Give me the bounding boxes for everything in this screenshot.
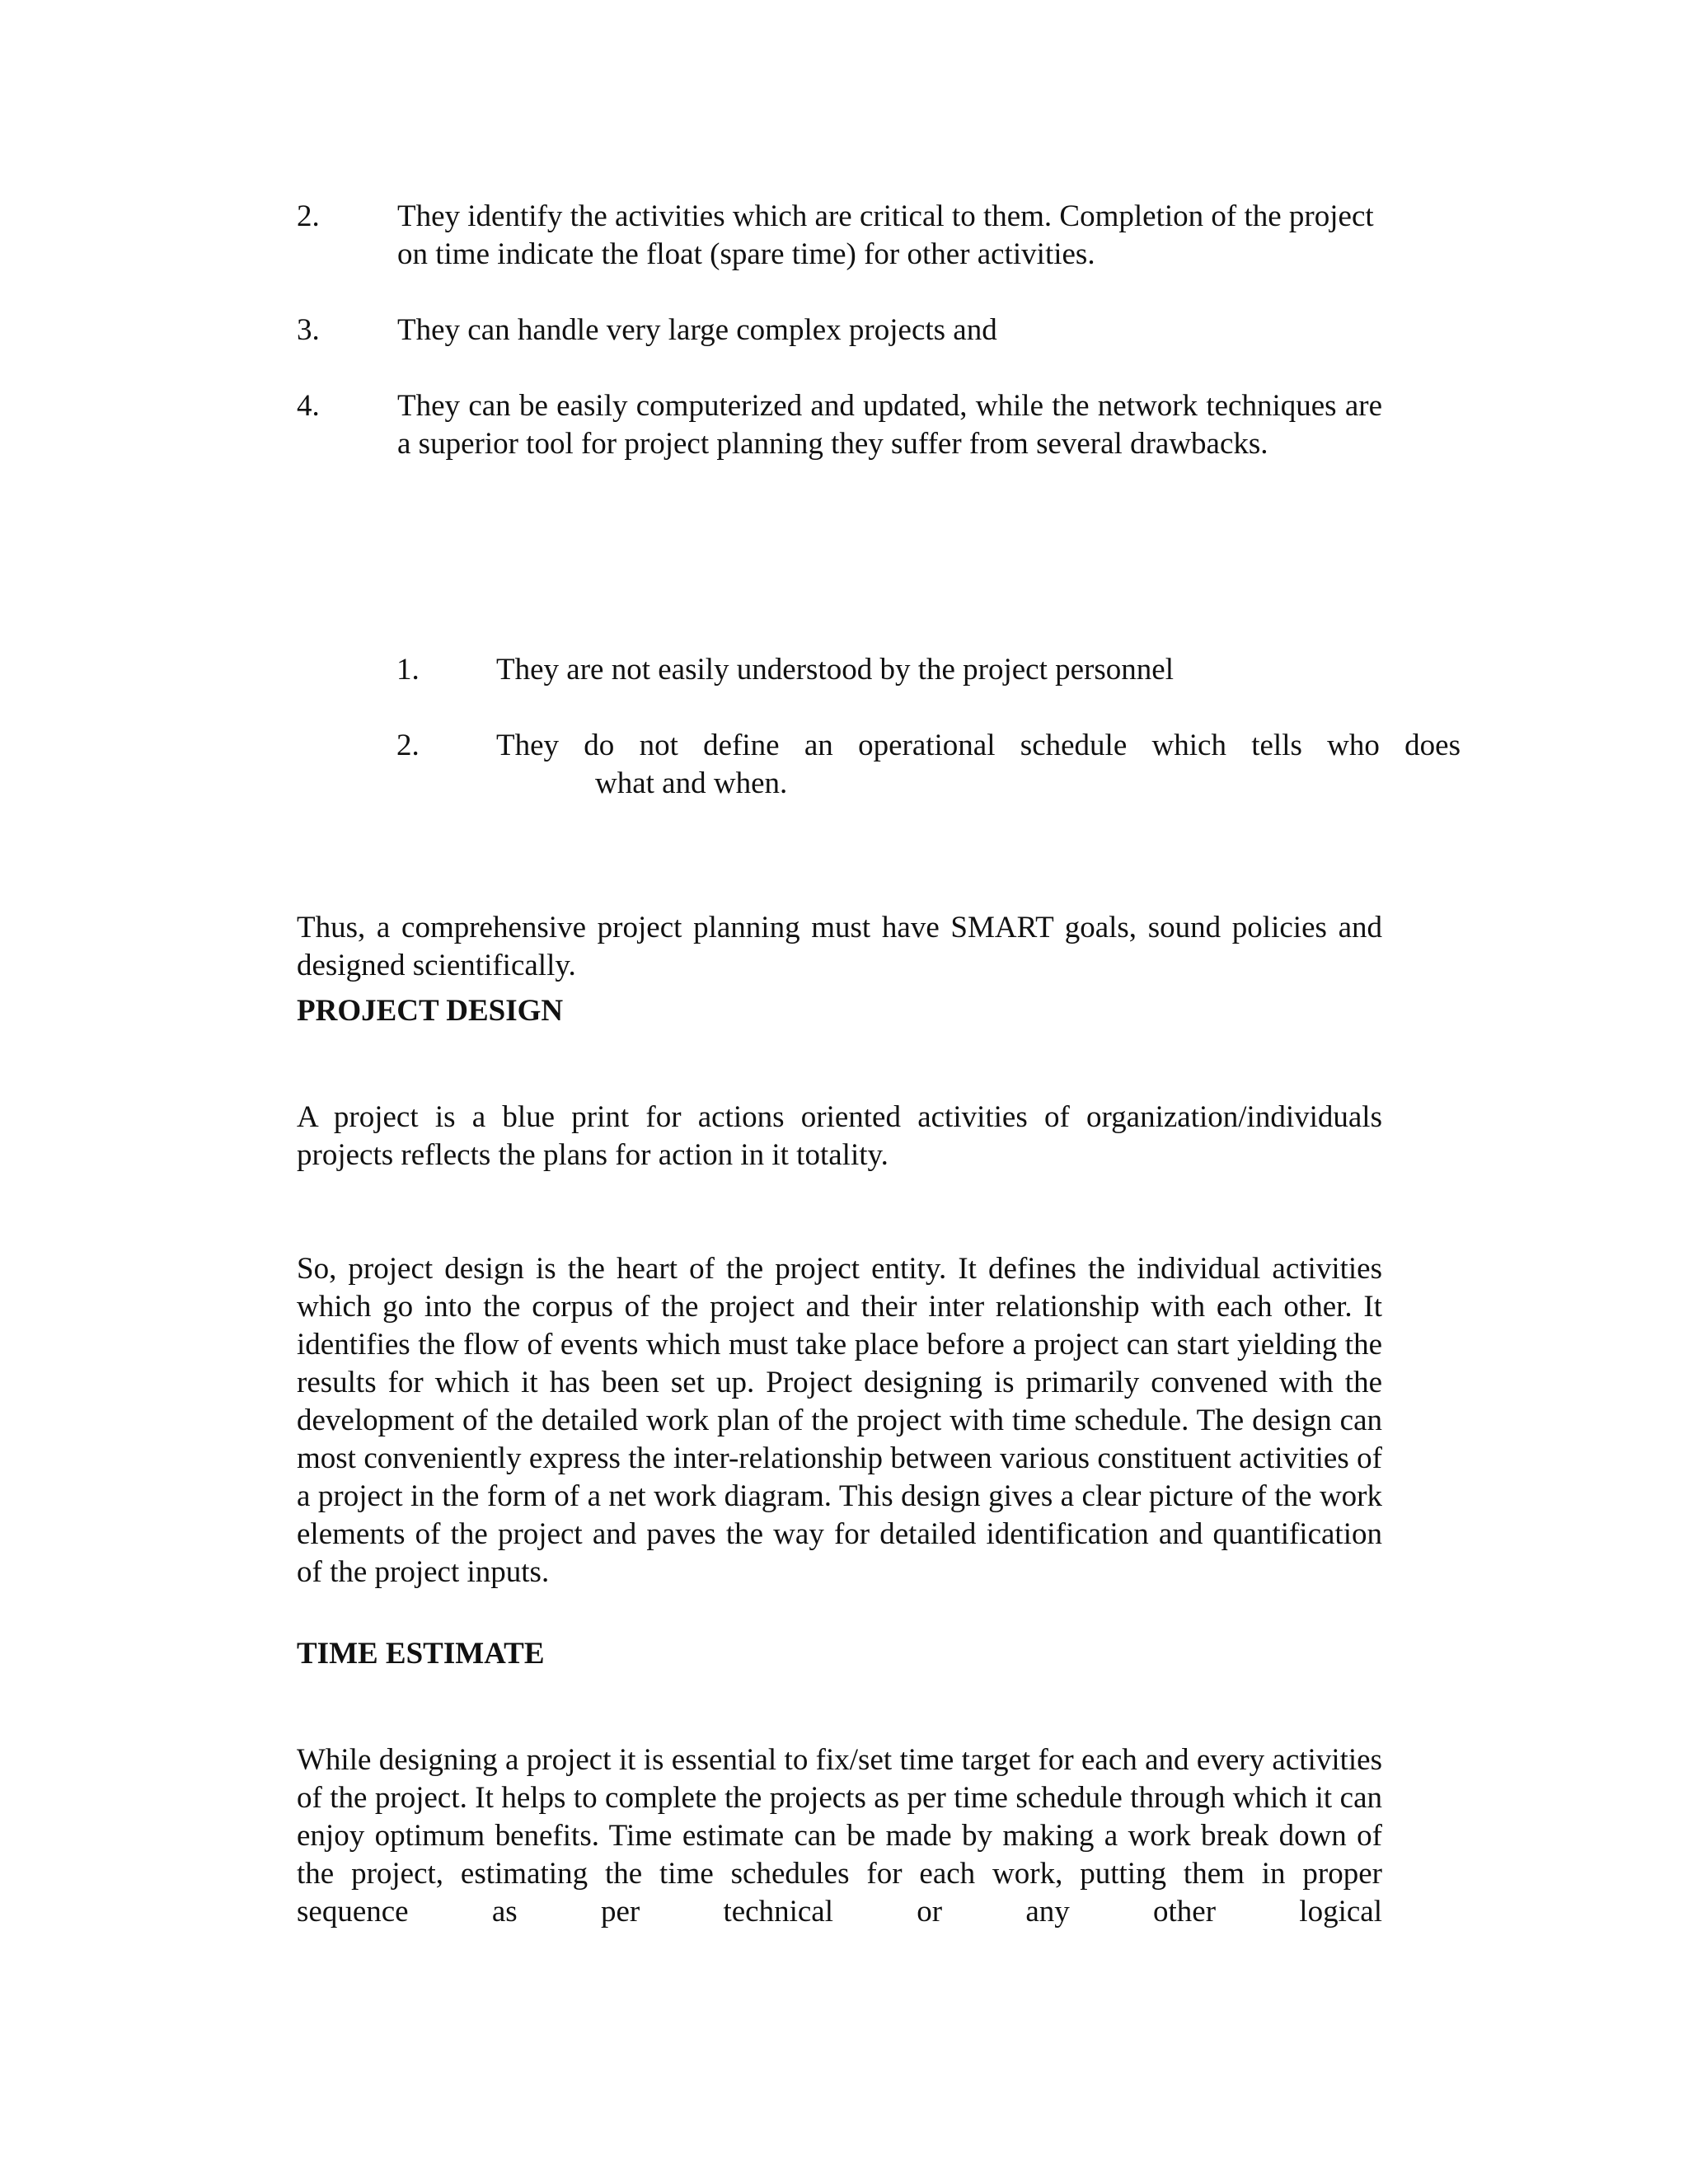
list-number: 4. [297, 389, 320, 423]
list-item [297, 312, 1382, 349]
section-heading-time-estimate: TIME ESTIMATE [297, 1637, 545, 1671]
list-number: 2. [297, 199, 320, 233]
drawback-item [396, 651, 1382, 689]
project-design-paragraph-1: A project is a blue print for actions oriented activities of organization/individuals projects reflects the plans for action in it totality. [297, 1100, 1382, 1172]
list-item [297, 198, 1382, 274]
project-design-paragraph-2: So, project design is the heart of the project entity. It defines the individual activities which go into the corpus of the project and their inter relationship with each other. It identifies the flow of events which must take place before a project can start yielding the results for which it has been set up. Project designing is primarily convened with the development of the detailed work plan of the project with time schedule. The design can most conveniently express the inter-relationship between various constituent activities of a project in the form of a net work diagram. This design gives a clear picture of the work elements of the project and paves the way for detailed identification and quantification of the project inputs. [297, 1252, 1382, 1589]
conclusion-paragraph: Thus, a comprehensive project planning must have SMART goals, sound policies and designed scientifically. [297, 911, 1382, 982]
list-number: 3. [297, 313, 320, 347]
drawback-text: They are not easily understood by the project personnel [496, 653, 1174, 687]
drawback-number: 1. [396, 653, 420, 687]
drawback-item [396, 727, 1461, 803]
section-heading-project-design: PROJECT DESIGN [297, 994, 564, 1028]
drawback-number: 2. [396, 729, 420, 762]
drawback-text: They do not define an operational schedule which tells who does [496, 729, 1461, 762]
list-text: They can handle very large complex projects and [397, 313, 997, 347]
list-text: They can be easily computerized and updated, while the network techniques are a superior tool for project planning they suffer from several drawbacks. [397, 389, 1382, 461]
list-item [297, 387, 1382, 501]
time-estimate-paragraph: While designing a project it is essential to fix/set time target for each and every activities of the project. It helps to complete the projects as per time schedule through which it can enjoy optimum benefits. Time estimate can be made by making a work break down of the project, estimating the time schedules for each work, putting them in proper sequence as per technical or any other logical [297, 1743, 1382, 1929]
drawback-continuation: what and when. [595, 766, 788, 800]
list-text: They identify the activities which are critical to them. Completion of the project on time indicate the float (spare time) for other activities. [397, 199, 1374, 271]
